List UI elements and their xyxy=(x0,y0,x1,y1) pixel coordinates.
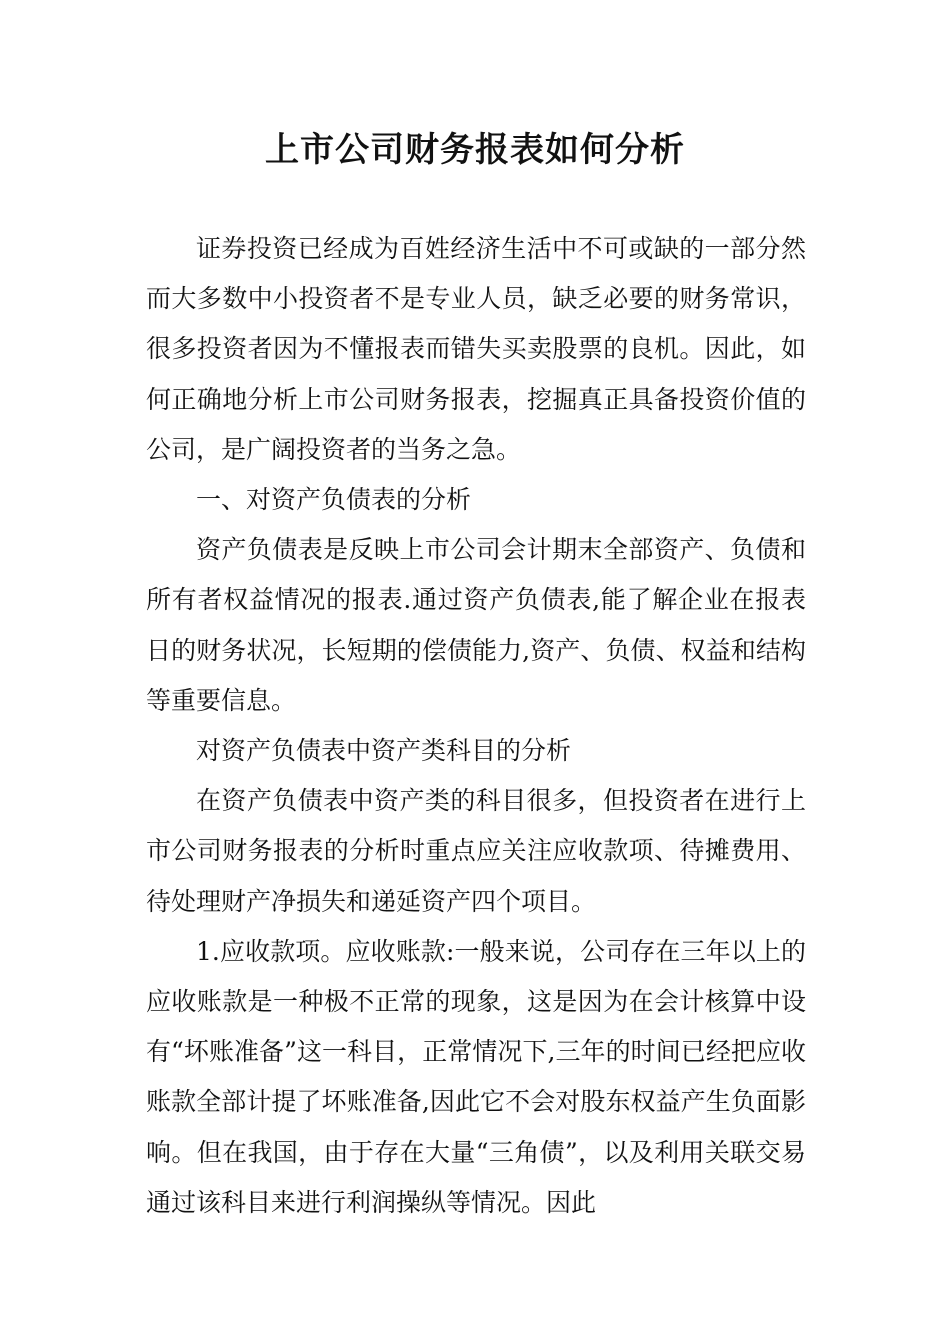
paragraph-assets: 在资产负债表中资产类的科目很多，但投资者在进行上市公司财务报表的分析时重点应关注应收款项、待摊费用、待处理财产净损失和递延资产四个项目。 xyxy=(146,786,806,916)
paragraph-balance-sheet: 资产负债表是反映上市公司会计期末全部资产、负债和所有者权益情况的报表.通过资产负债表,能了解企业在报表日的财务状况，长短期的偿债能力,资产、负债、权益和结构等重要信息。 xyxy=(146,535,806,715)
paragraph-receivables: 1.应收款项。应收账款:一般来说，公司存在三年以上的应收账款是一种极不正常的现象，这是因为在会计核算中设有“坏账准备”这一科目，正常情况下,三年的时间已经把应收账款全部计提了坏账准备,因此它不会对股东权益产生负面影响。但在我国，由于存在大量“三角债”，以及利用关联交易通过该科目来进行利润操纵等情况。因此 xyxy=(146,936,806,1217)
document-title: 上市公司财务报表如何分析 xyxy=(265,130,685,170)
section-heading-balance-sheet: 一、对资产负债表的分析 xyxy=(196,485,472,515)
document-body xyxy=(146,224,806,1228)
paragraph-intro: 证券投资已经成为百姓经济生活中不可或缺的一部分然而大多数中小投资者不是专业人员，缺乏必要的财务常识，很多投资者因为不懂报表而错失买卖股票的良机。因此，如何正确地分析上市公司财务报表，挖掘真正具备投资价值的公司，是广阔投资者的当务之急。 xyxy=(146,234,806,464)
subsection-heading-assets: 对资产负债表中资产类科目的分析 xyxy=(196,736,572,766)
